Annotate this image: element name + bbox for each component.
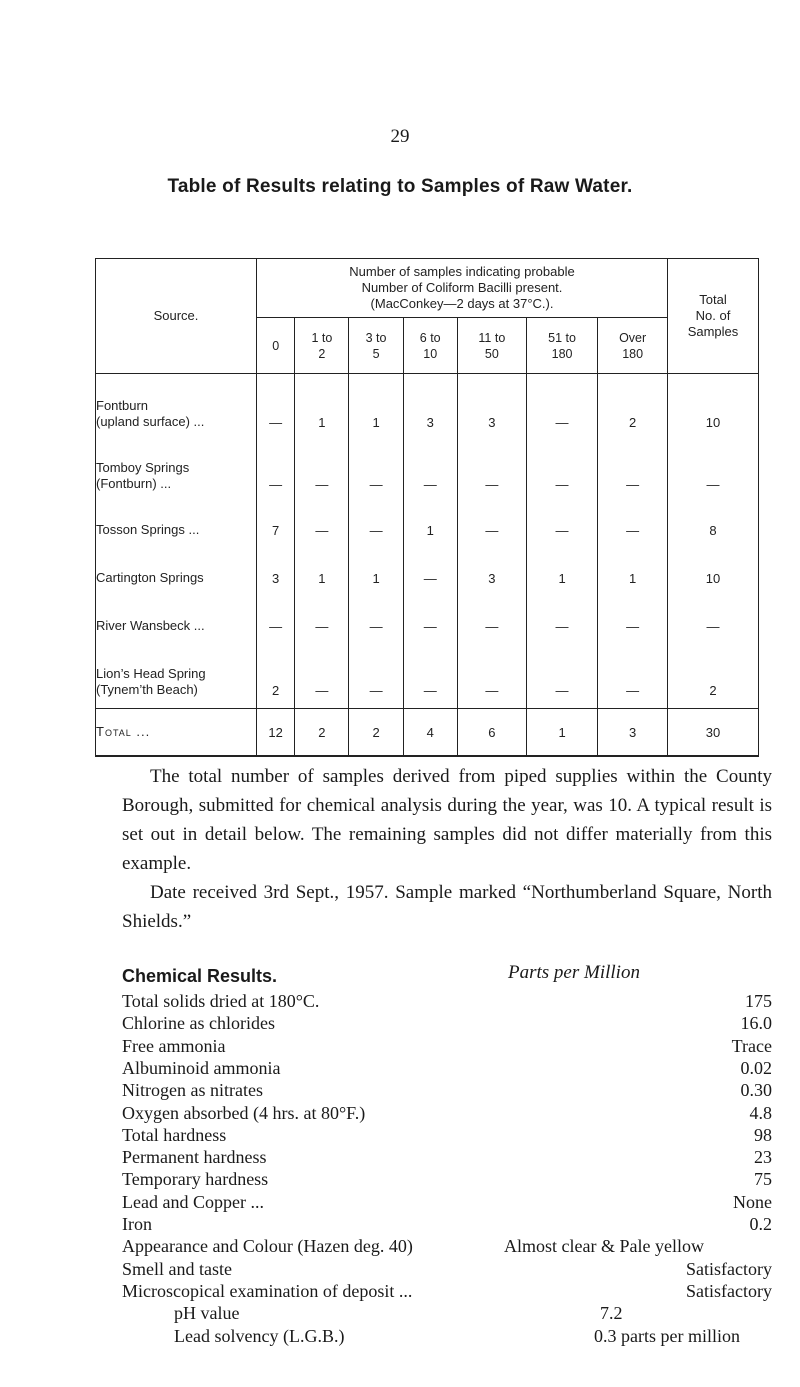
chemical-value: 7.2 (600, 1303, 623, 1324)
page-number: 29 (390, 126, 410, 147)
bin-header (526, 318, 597, 374)
value-cell: — (403, 594, 457, 642)
value-cell: — (257, 436, 295, 498)
summary-paragraph (122, 762, 772, 878)
value-cell: — (295, 498, 349, 546)
bin-header (349, 318, 403, 374)
value-cell: 1 (526, 546, 597, 594)
coliform-group-header (257, 259, 668, 318)
bin-header-line: 11 to (478, 330, 506, 345)
chemical-value: Trace (731, 1035, 772, 1056)
value-cell: 1 (349, 546, 403, 594)
bin-header-line: 2 (318, 346, 326, 361)
table-row (96, 642, 759, 709)
value-cell: — (295, 594, 349, 642)
value-cell: 3 (457, 374, 526, 437)
bin-header-line: 0 (272, 338, 280, 353)
value-cell: 1 (403, 498, 457, 546)
value-cell: — (598, 498, 668, 546)
total-value-cell: 4 (403, 709, 457, 757)
bin-header (403, 318, 457, 374)
source-line: (Fontburn) ... (96, 476, 172, 491)
total-row (96, 709, 759, 757)
chemical-results-heading: Chemical Results. (122, 966, 278, 986)
chemical-label: Oxygen absorbed (4 hrs. at 80°F.) (122, 1102, 366, 1123)
value-cell: 3 (257, 546, 295, 594)
value-cell: — (257, 374, 295, 437)
bin-header-line: 10 (423, 346, 438, 361)
chemical-value: 98 (754, 1124, 772, 1145)
chemical-label: Iron (122, 1214, 152, 1234)
source-cell (96, 642, 257, 709)
chemical-result-row (122, 1280, 772, 1302)
bin-header-line: 180 (622, 346, 644, 361)
value-cell: 10 (668, 374, 759, 437)
chemical-result-row (122, 1146, 772, 1168)
total-header-line-2: No. of (695, 308, 731, 323)
group-header-line-3: (MacConkey—2 days at 37°C.). (370, 296, 554, 311)
source-line: (Tynem’th Beach) (96, 682, 198, 697)
total-value-cell: 30 (668, 709, 759, 757)
chemical-label: Nitrogen as nitrates (122, 1080, 263, 1101)
chemical-result-row (122, 990, 772, 1012)
total-value-cell: 2 (295, 709, 349, 757)
value-cell: — (526, 436, 597, 498)
table-row (96, 374, 759, 437)
bin-header-line: 180 (551, 346, 573, 361)
chemical-label: Smell and taste (122, 1258, 232, 1279)
source-line: River Wansbeck ... (96, 618, 205, 633)
value-cell: 7 (257, 498, 295, 546)
value-cell: — (403, 546, 457, 594)
bin-header-line: 3 to (365, 330, 387, 345)
value-cell: — (295, 436, 349, 498)
bin-header-line: 6 to (419, 330, 441, 345)
bin-header-line: 5 (372, 346, 380, 361)
total-label: Total ... (96, 709, 257, 757)
value-cell: 1 (598, 546, 668, 594)
chemical-label: pH value (174, 1303, 240, 1324)
chemical-result-row (122, 1035, 772, 1057)
chemical-label: Albuminoid ammonia (122, 1057, 281, 1078)
chemical-value: None (733, 1191, 772, 1212)
summary-text: The total number of samples derived from piped supplies within the County Borough, submitted for chemical analysis during the year, was 10. A typical result is set out in detail below. The remaining samples did not differ materially from this example. (122, 766, 772, 874)
sample-paragraph (122, 878, 772, 936)
chemical-result-row (122, 1235, 772, 1257)
value-cell: — (526, 642, 597, 709)
value-cell: — (668, 594, 759, 642)
chemical-value: 4.8 (749, 1102, 772, 1123)
source-cell (96, 546, 257, 594)
bin-header (457, 318, 526, 374)
total-header-line-1: Total (699, 292, 727, 307)
chemical-result-row (122, 1124, 772, 1146)
value-cell: 3 (403, 374, 457, 437)
source-line: Tomboy Springs (96, 460, 190, 475)
chemical-result-row (122, 1012, 772, 1034)
chemical-result-row (122, 1079, 772, 1101)
value-cell: — (598, 594, 668, 642)
value-cell: — (349, 436, 403, 498)
bin-header (257, 318, 295, 374)
total-value-cell: 1 (526, 709, 597, 757)
chemical-label: Free ammonia (122, 1035, 226, 1056)
bin-header-line: Over (619, 330, 647, 345)
chemical-label: Lead and Copper ... (122, 1191, 264, 1212)
chemical-label: Microscopical examination of deposit ... (122, 1280, 413, 1301)
chemical-result-row (122, 1102, 772, 1124)
source-line: Fontburn (96, 398, 149, 413)
value-cell: — (349, 498, 403, 546)
value-cell: — (403, 436, 457, 498)
group-header-line-1: Number of samples indicating probable (349, 264, 575, 279)
total-value-cell: 12 (257, 709, 295, 757)
chemical-value: 0.3 parts per million (594, 1325, 740, 1346)
group-header-line-2: Number of Coliform Bacilli present. (361, 280, 563, 295)
chemical-label: Lead solvency (L.G.B.) (174, 1325, 345, 1346)
value-cell: — (403, 642, 457, 709)
chemical-result-row (122, 1191, 772, 1213)
total-value-cell: 6 (457, 709, 526, 757)
chemical-label: Total hardness (122, 1124, 227, 1145)
value-cell: 1 (295, 374, 349, 437)
chemical-label: Chlorine as chlorides (122, 1013, 275, 1034)
value-cell: 2 (598, 374, 668, 437)
bin-header-line: 51 to (548, 330, 576, 345)
source-line: (upland surface) ... (96, 414, 205, 429)
value-cell: — (526, 374, 597, 437)
source-line: Tosson Springs ... (96, 522, 200, 537)
chemical-value: 75 (754, 1169, 772, 1190)
value-cell: — (457, 498, 526, 546)
chemical-value: 175 (745, 991, 772, 1011)
chemical-label: Appearance and Colour (Hazen deg. 40) (122, 1236, 413, 1257)
results-table (95, 258, 759, 757)
bin-header (295, 318, 349, 374)
chemical-result-row (122, 1325, 772, 1347)
chemical-result-row (122, 1213, 772, 1235)
value-cell: 2 (668, 642, 759, 709)
value-cell: 2 (257, 642, 295, 709)
value-cell: — (349, 642, 403, 709)
source-cell (96, 436, 257, 498)
chemical-result-row (122, 1302, 772, 1324)
value-cell: — (598, 436, 668, 498)
value-cell: — (457, 642, 526, 709)
value-cell: 3 (457, 546, 526, 594)
bin-header (598, 318, 668, 374)
source-header: Source. (96, 259, 257, 374)
chemical-value: 0.02 (740, 1057, 772, 1078)
bin-header-line: 1 to (311, 330, 333, 345)
value-cell: — (257, 594, 295, 642)
value-cell: — (457, 594, 526, 642)
total-value-cell: 3 (598, 709, 668, 757)
chemical-result-row (122, 1057, 772, 1079)
table-row (96, 546, 759, 594)
chemical-value: Satisfactory (686, 1258, 772, 1279)
value-cell: — (526, 498, 597, 546)
chemical-value: Satisfactory (686, 1280, 772, 1301)
chemical-value: 0.2 (749, 1214, 772, 1234)
value-cell: 8 (668, 498, 759, 546)
value-cell: — (349, 594, 403, 642)
source-cell (96, 594, 257, 642)
total-header-line-3: Samples (687, 324, 739, 339)
table-row (96, 594, 759, 642)
source-line: Cartington Springs (96, 570, 204, 585)
source-cell (96, 374, 257, 437)
value-cell: — (526, 594, 597, 642)
total-header (668, 259, 759, 374)
table-row (96, 498, 759, 546)
value-cell: — (598, 642, 668, 709)
source-line: Lion’s Head Spring (96, 666, 206, 681)
table-title: Table of Results relating to Samples of Raw Water. (167, 176, 633, 197)
chemical-value: 23 (754, 1147, 772, 1168)
table-row (96, 436, 759, 498)
chemical-result-row (122, 1168, 772, 1190)
chemical-value: Almost clear & Pale yellow (504, 1236, 704, 1257)
value-cell: 1 (295, 546, 349, 594)
chemical-value: 0.30 (740, 1080, 772, 1101)
source-cell (96, 498, 257, 546)
value-cell: 10 (668, 546, 759, 594)
chemical-result-row (122, 1258, 772, 1280)
chemical-label: Total solids dried at 180°C. (122, 991, 320, 1011)
bin-header-line: 50 (484, 346, 499, 361)
value-cell: — (457, 436, 526, 498)
sample-text: Date received 3rd Sept., 1957. Sample marked “Northumberland Square, North Shields.” (122, 882, 772, 932)
chemical-value: 16.0 (740, 1013, 772, 1034)
chemical-label: Permanent hardness (122, 1147, 267, 1168)
value-cell: 1 (349, 374, 403, 437)
total-value-cell: 2 (349, 709, 403, 757)
value-cell: — (295, 642, 349, 709)
value-cell: — (668, 436, 759, 498)
chemical-label: Temporary hardness (122, 1169, 269, 1190)
units-heading: Parts per Million (508, 962, 640, 983)
